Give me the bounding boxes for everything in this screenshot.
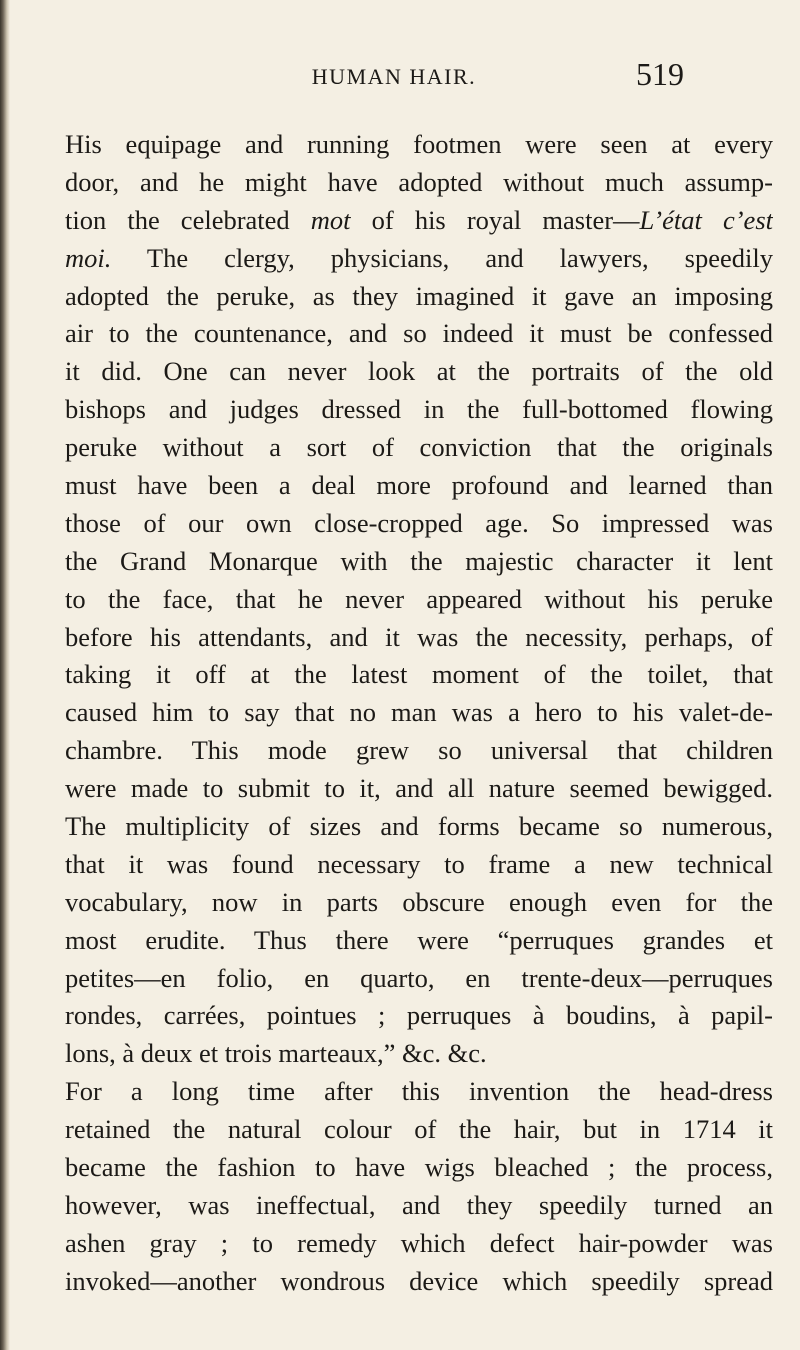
text-line: air to the countenance, and so indeed it must be confessed [65, 318, 773, 349]
text-line: invoked—another wondrous device which speedily spread [65, 1265, 773, 1296]
text-line: tion the celebrated mot of his royal master—L’état c’est [65, 204, 773, 235]
text-line: petites—en folio, en quarto, en trente-deux—perruques [65, 962, 773, 993]
paragraph-first-line: For a long time after this invention the head-dress [65, 1076, 773, 1107]
text-line: bishops and judges dressed in the full-bottomed flowing [65, 394, 773, 425]
text-line: most erudite. Thus there were “perruques grandes et [65, 924, 773, 955]
text-line: His equipage and running footmen were seen at every [65, 129, 773, 159]
text-line: became the fashion to have wigs bleached ; the process, [65, 1152, 773, 1183]
text-line: moi. The clergy, physicians, and lawyers, speedily [65, 242, 773, 273]
text-line: ashen gray ; to remedy which defect hair-powder was [65, 1227, 773, 1258]
text-line: must have been a deal more profound and learned than [65, 470, 773, 501]
running-head: HUMAN HAIR. [311, 64, 477, 89]
text-line: rondes, carrées, pointues ; perruques à boudins, à papil- [65, 1000, 773, 1031]
text-line: those of our own close-cropped age. So impressed was [65, 507, 773, 538]
italic-phrase: mot [310, 204, 351, 235]
text-line: The multiplicity of sizes and forms became so numerous, [65, 811, 773, 842]
text-line: adopted the peruke, as they imagined it gave an imposing [65, 280, 773, 311]
text-line: to the face, that he never appeared without his peruke [65, 583, 773, 614]
text-line: were made to submit to it, and all nature seemed bewigged. [65, 773, 773, 804]
text-line: that it was found necessary to frame a new technical [65, 848, 773, 879]
text-line: retained the natural colour of the hair, but in 1714 it [65, 1114, 773, 1145]
text-line: it did. One can never look at the portraits of the old [65, 356, 773, 387]
italic-phrase: L’état c’est [639, 204, 773, 235]
text-line: the Grand Monarque with the majestic character it lent [65, 545, 773, 576]
italic-phrase: moi. [65, 242, 112, 273]
text-line: vocabulary, now in parts obscure enough even for the [65, 886, 773, 917]
text-line: caused him to say that no man was a hero to his valet-de- [65, 697, 773, 728]
page-header [104, 56, 684, 96]
text-line: before his attendants, and it was the necessity, perhaps, of [65, 621, 773, 652]
body-text [65, 126, 773, 1301]
text-line: taking it off at the latest moment of the toilet, that [65, 659, 773, 690]
text-line: peruke without a sort of conviction that the originals [65, 432, 773, 463]
text-line: chambre. This mode grew so universal that children [65, 735, 773, 766]
text-line: lons, à deux et trois marteaux,” &c. &c. [65, 1038, 487, 1069]
text-line: however, was ineffectual, and they speedily turned an [65, 1189, 773, 1220]
page-number: 519 [636, 56, 684, 92]
text-line: door, and he might have adopted without much assump- [65, 166, 773, 197]
binding-edge [0, 0, 10, 1350]
